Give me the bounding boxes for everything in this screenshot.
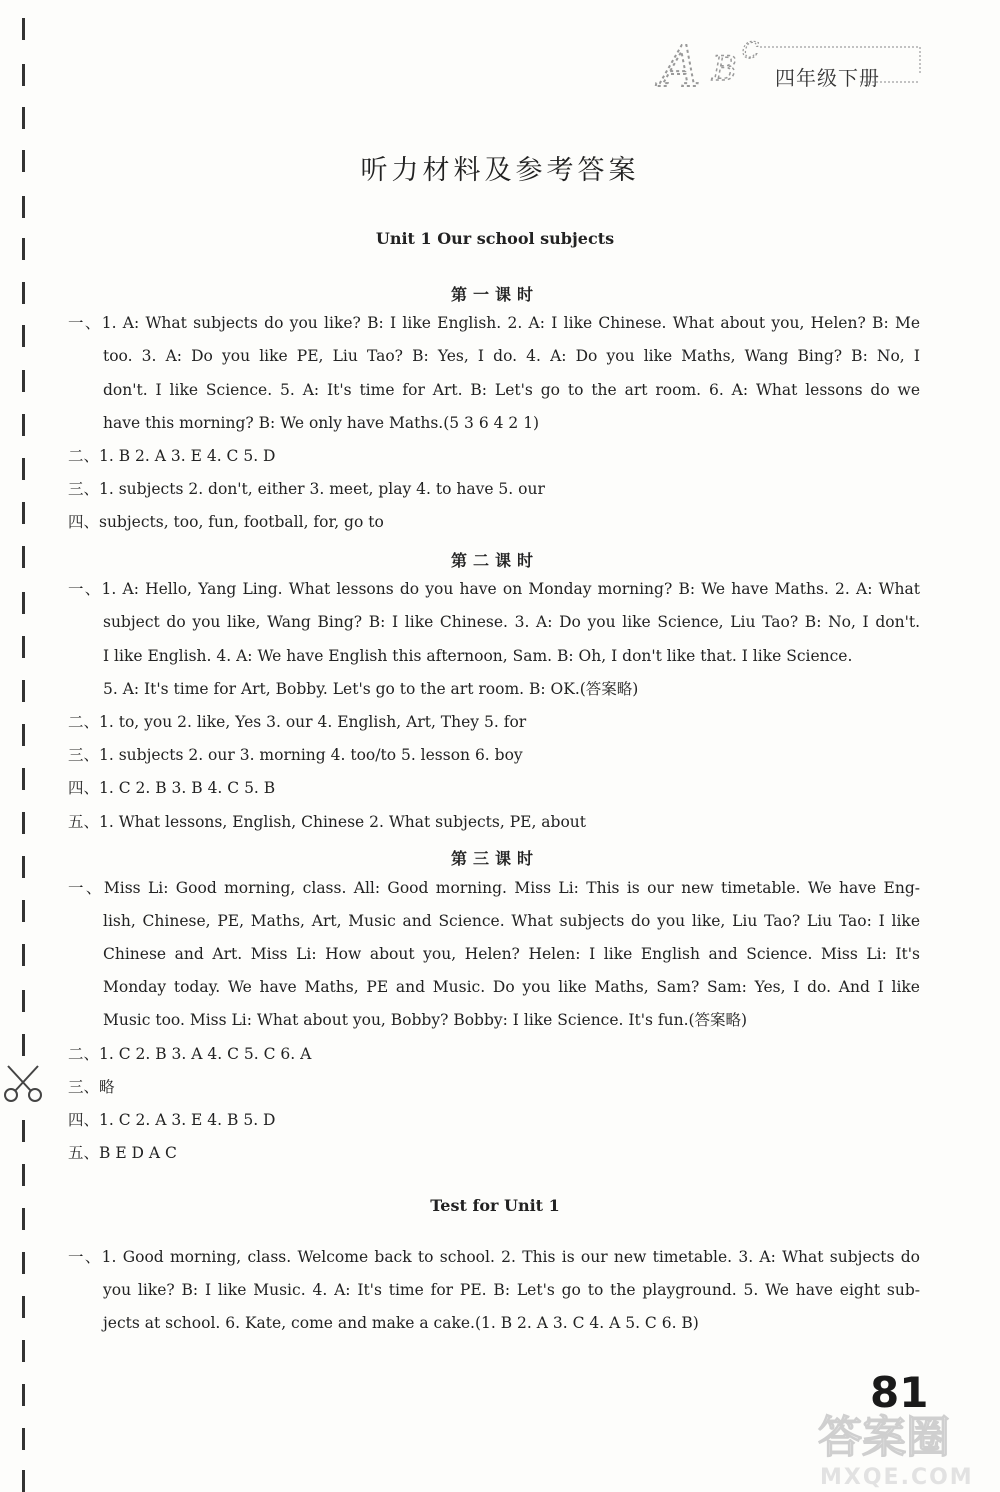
page-number: 81 [870,1368,929,1417]
cut-line-dash [22,1340,25,1362]
answer-line: 三、略 [68,1078,115,1096]
answer-line: 四、1. C 2. B 3. B 4. C 5. B [68,779,276,797]
answer-line: lish, Chinese, PE, Maths, Art, Music and Science. What subjects do you like, Liu Tao? Liu Tao: I like [103,912,920,930]
answer-line: 三、1. subjects 2. our 3. morning 4. too/to 5. lesson 6. boy [68,746,523,764]
answer-line: 二、1. C 2. B 3. A 4. C 5. C 6. A [68,1045,312,1063]
answer-line: Chinese and Art. Miss Li: How about you, Helen? Helen: I like English and Science. Miss Li: It's [103,945,920,963]
cut-line-dash [22,768,25,790]
cut-line-dash [22,592,25,614]
test-title: Test for Unit 1 [430,1196,560,1215]
test-answer-line: you like? B: I like Music. 4. A: It's time for PE. B: Let's go to the playground. 5. We have eight sub- [103,1281,920,1299]
answer-line: 五、1. What lessons, English, Chinese 2. What subjects, PE, about [68,813,587,831]
cut-line-dash [22,636,25,658]
answer-line: 一、1. A: Hello, Yang Ling. What lessons do you have on Monday morning? B: We have Maths. 2. A: What [68,580,920,598]
cut-line-dash [22,64,25,86]
cut-line-dash [22,1428,25,1450]
grade-label: 四年级下册 [775,66,880,90]
answer-line: Monday today. We have Maths, PE and Music. Do you like Maths, Sam? Sam: Yes, I do. And I like [103,978,920,996]
cut-line-dash [22,944,25,966]
answer-line: 一、Miss Li: Good morning, class. All: Good morning. Miss Li: This is our new timetable. We have Eng- [68,879,920,897]
answer-line: don't. I like Science. 5. A: It's time for Art. B: Let's go to the art room. 6. A: What lessons do we [103,381,920,399]
scissors-icon [2,1062,46,1104]
answer-line: 五、B E D A C [68,1144,177,1162]
unit-title: Unit 1 Our school subjects [375,229,615,248]
test-answer-line: 一、1. Good morning, class. Welcome back to school. 2. This is our new timetable. 3. A: What subjects do [68,1248,920,1266]
lesson-title: 第二课时 [450,551,539,570]
cut-line-dash [22,1384,25,1406]
cut-line-dash [22,1296,25,1318]
answer-line: I like English. 4. A: We have English this afternoon, Sam. B: Oh, I don't like that. I like Science. [103,647,853,665]
cut-line-dash [22,990,25,1012]
cut-line-dash [22,680,25,702]
answer-line: 5. A: It's time for Art, Bobby. Let's go to the art room. B: OK.(答案略) [103,680,639,698]
cut-line-dash [22,414,25,436]
cut-line-dash [22,196,25,218]
cut-line-dash [22,1252,25,1274]
svg-text:C: C [742,39,759,64]
answer-line: subject do you like, Wang Bing? B: I like Chinese. 3. A: Do you like Science, Liu Tao? B: No, I don't. [103,613,920,631]
answer-line: 一、1. A: What subjects do you like? B: I like English. 2. A: I like Chinese. What about you, Helen? B: Me [68,314,920,332]
answer-line: have this morning? B: We only have Maths.(5 3 6 4 2 1) [103,414,540,432]
answer-line: 四、1. C 2. A 3. E 4. B 5. D [68,1111,276,1129]
answer-line: 二、1. B 2. A 3. E 4. C 5. D [68,447,276,465]
cut-line-dash [22,458,25,480]
cut-line-dash [22,370,25,392]
watermark-logo [800,1400,1000,1490]
cut-line-dash [22,812,25,834]
cut-line-dash [22,724,25,746]
cut-line-dash [22,325,25,347]
answer-line: 二、1. to, you 2. like, Yes 3. our 4. English, Art, They 5. for [68,713,527,731]
watermark-main: 答案圈 [818,1412,950,1463]
cut-line-dash [22,502,25,524]
cut-line-dash [22,900,25,922]
cut-line-dash [22,1120,25,1142]
cut-line-dash [22,18,25,40]
answer-line: Music too. Miss Li: What about you, Bobby? Bobby: I like Science. It's fun.(答案略) [103,1011,748,1029]
lesson-title: 第三课时 [450,849,539,868]
lesson-title: 第一课时 [450,285,539,304]
answer-line: 三、1. subjects 2. don't, either 3. meet, play 4. to have 5. our [68,480,545,498]
answer-line: 四、subjects, too, fun, football, for, go to [68,513,384,531]
test-answer-line: jects at school. 6. Kate, come and make a cake.(1. B 2. A 3. C 4. A 5. C 6. B) [103,1314,699,1332]
cut-line-dash [22,1034,25,1056]
answer-line: too. 3. A: Do you like PE, Liu Tao? B: Yes, I do. 4. A: Do you like Maths, Wang Bing? B: No, I [103,347,920,365]
watermark-sub: MXQE.COM [820,1465,974,1490]
cut-line [22,0,26,1490]
svg-text:B: B [712,49,737,89]
cut-line-dash [22,107,25,129]
svg-text:A: A [660,35,701,98]
cut-line-dash [22,1470,25,1492]
page-title: 听力材料及参考答案 [360,155,640,186]
cut-line-dash [22,1164,25,1186]
